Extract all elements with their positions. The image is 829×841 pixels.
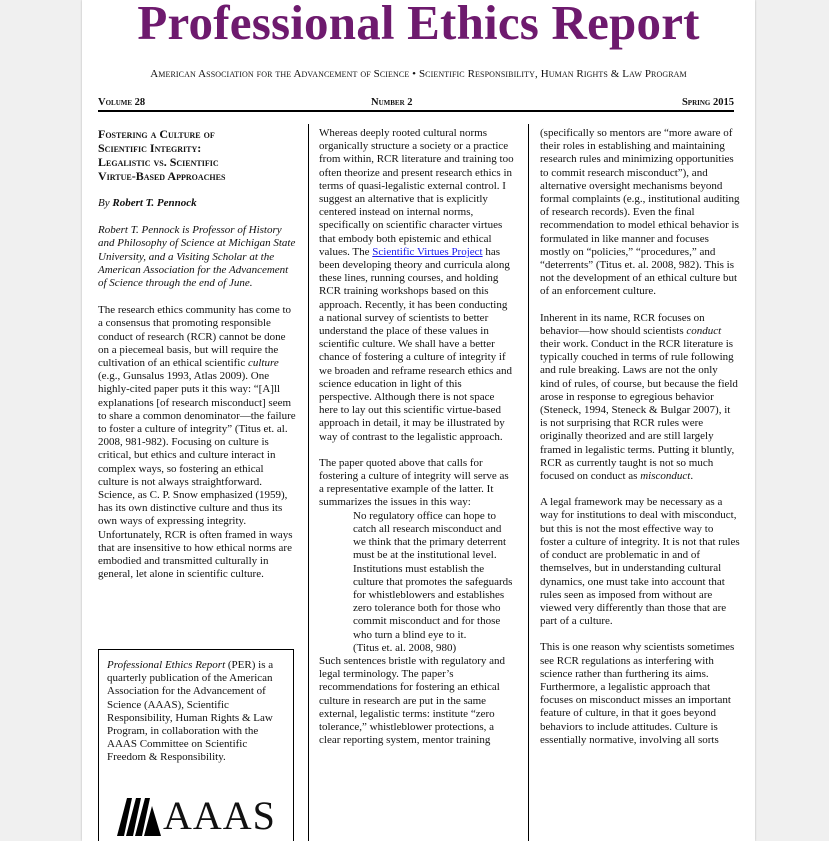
paragraph: (specifically so mentors are “more aware of their roles in establishing and maintaining research rules and minimizing opportunities to commit research misconduct”), and alternative oversight mechanisms beyond formal complaints (e.g., institutional auditing of research records). Even the final recommendation to model ethical behavior is formulated in like manner and focuses mostly on “policies,” “procedures,” and “deterrents” (Titus et. al. 2008, 982). This is not the development of an ethical culture but of an enforcement culture.: [540, 127, 740, 298]
column-rule: [308, 124, 309, 841]
paragraph: The research ethics community has come to a consensus that promoting responsible conduct of research (RCR) cannot be done on a piecemeal basis, but will require the cultivation of an ethical scientific culture (e.g., Gunsalus 1993, Atlas 2009). One highly-cited paper puts it this way: “[A]ll explanations [of research misconduct] seem to share a common denominator—the failure to foster a culture of integrity” (Titus et. al. 2008, 981-982). Focusing on culture is critical, but ethics and culture interact in complex ways, so fostering an ethical culture is not always straightforward. Science, as C. P. Snow emphasized (1959), has its own distinctive culture and thus its own ways of expressing integrity. Unfortunately, RCR is often framed in ways that are insensitive to how ethical norms are embodied and transmitted culturally in general, let alone in scientific culture.: [98, 304, 296, 581]
issue-volume: Volume 28: [98, 97, 146, 108]
aaas-mark-icon: [117, 796, 161, 836]
per-info-box: [98, 649, 294, 841]
paragraph: This is one reason why scientists sometimes see RCR regulations as interfering with science rather than furthering its aims. Furthermore, a legalistic approach that focuses on misconduct misses an important feature of culture, in that it goes beyond behaviors to include attitudes. Culture is essentially normative, involving all sorts: [540, 641, 735, 746]
paragraph: Whereas deeply rooted cultural norms organically structure a society or a practice from within, RCR literature and training too often theorize and present research ethics in terms of quasi-legalistic external control. I suggest an alternative that is explicitly centered instead on internal norms, specifically on scientific character virtues that embody both epistemic and ethical values. The Scientific Virtues Project has been developing theory and curricula along these lines, running courses, and holding RCR training workshops based on this approach. Recently, it has been conducting a national survey of scientists to better understand the place of these values in scientific culture. We shall have a better chance of fostering a culture of integrity if we broaden and reframe research ethics and science education in light of this perspective. Although there is not space here to lay out this scientific virtue-based approach in detail, it may be illustrated by way of contrast to the legalistic approach.: [319, 127, 514, 443]
quote-citation: (Titus et. al. 2008, 980): [353, 641, 457, 654]
article-author: Robert T. Pennock: [112, 197, 197, 209]
report-page: [82, 0, 755, 841]
column-3: [540, 127, 740, 760]
paragraph: The paper quoted above that calls for fostering a culture of integrity will serve as a representative example of the latter. It summarizes the issues in this way:: [319, 456, 509, 509]
paragraph: A legal framework may be necessary as a way for institutions to deal with misconduct, but this is not the most effective way to foster a culture of integrity. It is not that rules of conduct are problematic in and of themselves, but in understanding cultural dynamics, one must take into account that rules seen as imposed from without are viewed very differently than those that are part of a culture.: [540, 496, 740, 628]
paragraph: Such sentences bristle with regulatory and legal terminology. The paper’s recommendations for fostering an ethical culture in research are put in the same external, legalistic terms: institute “zero tolerance,” whistleblower protections, a clear reporting system, mentor training: [319, 654, 506, 747]
aaas-logo-text: AAAS: [163, 793, 276, 838]
column-2: [319, 127, 514, 747]
per-box-title: Professional Ethics Report: [107, 659, 226, 671]
issue-number: Number 2: [371, 97, 413, 108]
masthead-title: Professional Ethics Report: [137, 0, 700, 50]
issue-season: Spring 2015: [681, 97, 734, 108]
article-byline: By Robert T. Pennock: [98, 197, 197, 209]
per-box-text: (PER) is a quarterly publication of the American Association for the Advancement of Science (AAAS), Scientific Responsibility, Human Rights & Law Program, in collaboration with the AAAS Committee on Scientific Freedom & Responsibility.: [107, 659, 274, 764]
article-title: Fostering a Culture of Scientific Integrity: Legalistic vs. Scientific Virtue-Based Approaches: [98, 127, 226, 183]
block-quote: No regulatory office can hope to catch all research misconduct and we think that the primary deterrent must be at the institutional level. Institutions must establish the culture that promotes the safeguards for whistleblowers and establishes zero tolerance both for those who commit misconduct and for those who turn a blind eye to it.: [353, 509, 513, 641]
masthead-subtitle: American Association for the Advancement of Science • Scientific Responsibility, Human Rights & Law Program: [150, 68, 687, 80]
author-bio: Robert T. Pennock is Professor of History and Philosophy of Science at Michigan State University, and a Visiting Scholar at the American Association for the Advancement of Science through the end of June.: [98, 224, 296, 290]
paragraph: Inherent in its name, RCR focuses on behavior—how should scientists conduct their work. Conduct in the RCR literature is typically couched in terms of rule following and rule breaking. Laws are not the only kind of rules, of course, but because the field arose in response to egregious behavior (Steneck, 1994, Steneck & Bulgar 2007), it is not surprising that RCR rules were originally theorized and are still largely framed in legalistic terms. Putting it bluntly, RCR as currently taught is not so much focused on conduct as misconduct.: [540, 311, 738, 483]
aaas-logo: [117, 793, 287, 838]
issue-bar: [98, 96, 734, 112]
column-1: [98, 127, 296, 594]
scientific-virtues-project-link[interactable]: Scientific Virtues Project: [372, 245, 483, 258]
column-rule: [528, 124, 529, 841]
